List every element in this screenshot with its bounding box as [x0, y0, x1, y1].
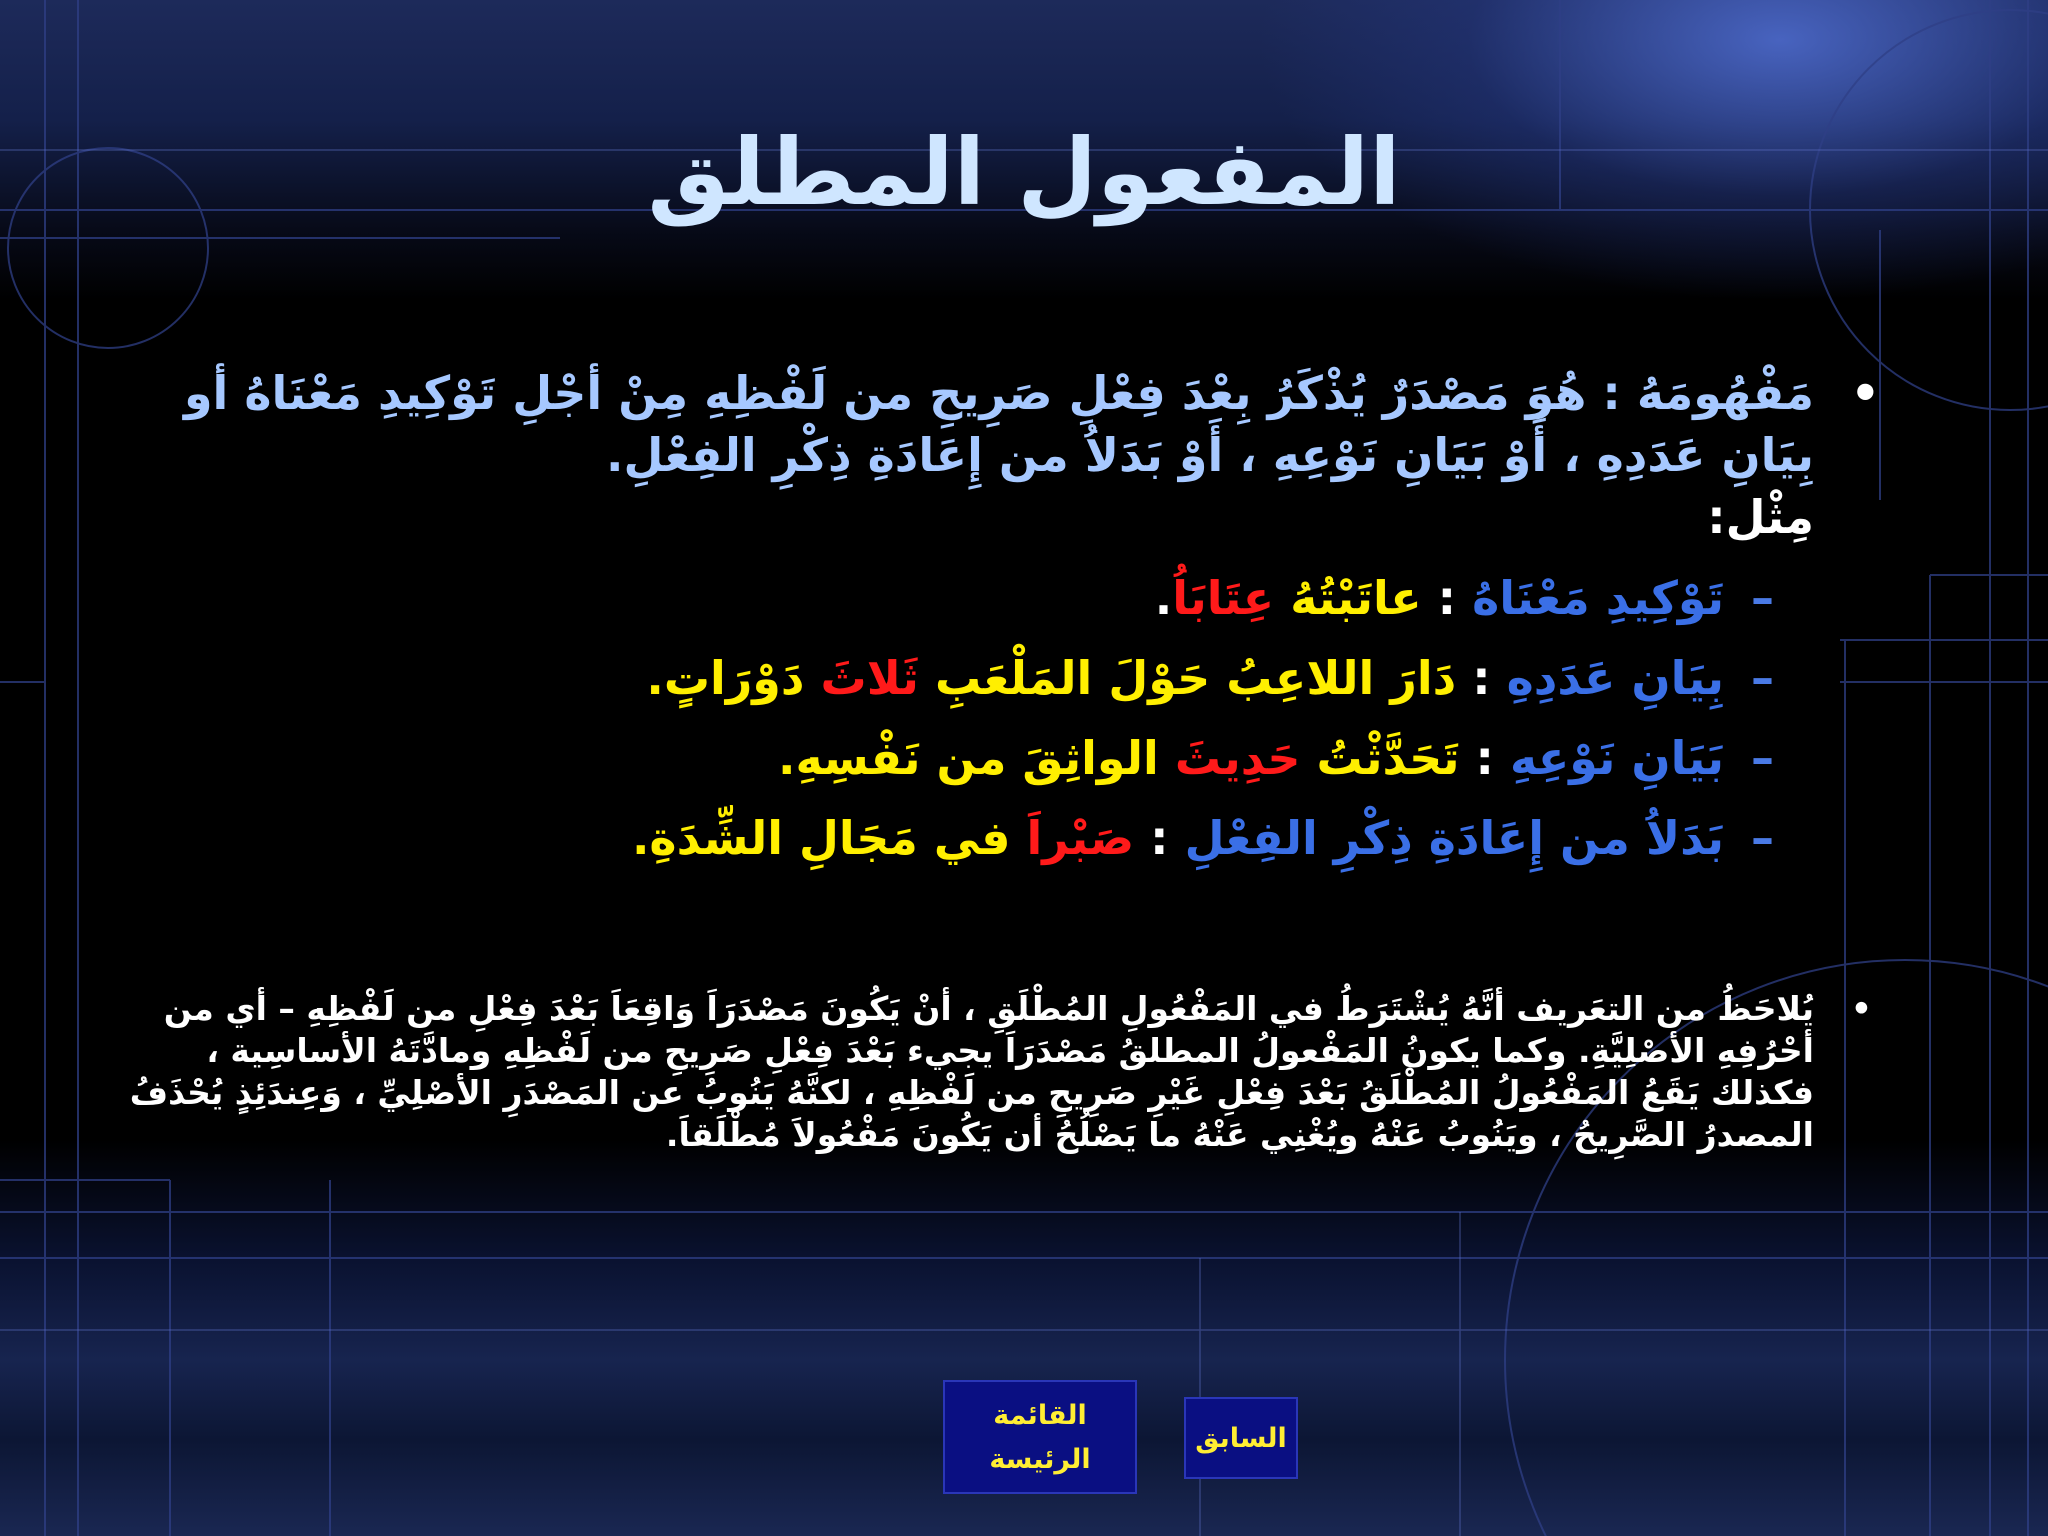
example-text: في مَجَالِ الشِّدَةِ. — [631, 811, 1027, 865]
example-text: . — [1154, 571, 1173, 625]
note-text: يُلاحَظُ من التعَريف أنَّهُ يُشْتَرَطُ في المَفْعُولِ المُطْلَقِ ، أنْ يَكُونَ مَصْدَرَاَ وَاقِعَاَ بَعْدَ فِعْلِ من لَفْظِهِ – أي من أحْرُفِهِ الأصْلِيَّةِ. وكما يكونُ المَفْعولُ المطلقُ مَصْدَرَاَ يجيء بَعْدَ فِعْلِ صَرِيحِ من لَفْظِهِ ومادَّتَهُ الأساسِية ، فكذلك يَقَعُ المَفْعُولُ المُطْلَقُ بَعْدَ فِعْلِ غَيْرِ صَرِيحِ من لَفْظِهِ ، لكنَّهُ يَنُوبُ عن المَصْدَرِ الأصْلِيِّ ، وَعِندَئِذٍ يُحْذَفُ المصدرُ الصَّرِيحُ ، ويَنُوبُ عَنْهُ ويُغْنِي عَنْهُ ما يَصْلُحُ أن يَكُونَ مَفْعُولاَ مُطْلَقاَ. — [129, 989, 1814, 1154]
example-item — [174, 558, 1774, 638]
example-text: عاتَبْتُهُ — [1274, 571, 1422, 625]
example-label: بَيَانِ نَوْعِهِ — [1509, 731, 1724, 785]
example-separator: : — [1134, 811, 1185, 865]
example-label: تَوْكِيدِ مَعْنَاهُ — [1472, 571, 1724, 625]
example-item — [174, 798, 1774, 878]
example-item — [174, 718, 1774, 798]
example-heading: مِثْل: — [1707, 490, 1814, 544]
bullet-icon: • — [1850, 989, 1872, 1028]
slide-title: المفعول المطلق — [647, 119, 1401, 226]
dash-icon: – — [1751, 811, 1774, 865]
dash-icon: – — [1751, 571, 1774, 625]
example-separator: : — [1459, 731, 1510, 785]
main-menu-label-line1: القائمة — [993, 1400, 1087, 1431]
example-text: دَوْرَاتٍ. — [646, 651, 821, 705]
main-menu-label-line2: الرئيسة — [989, 1444, 1091, 1475]
examples-list — [174, 558, 1814, 878]
dash-icon: – — [1751, 651, 1774, 705]
previous-button[interactable]: السابق — [1184, 1397, 1298, 1479]
example-text: دَارَ اللاعِبُ حَوْلَ المَلْعَبِ — [918, 651, 1457, 705]
definition-text: مَفْهُومَهُ : هُوَ مَصْدَرٌ يُذْكَرُ بِعْدَ فِعْلِ صَرِيحِ من لَفْظِهِ مِنْ أجْلِ تَوْكِيدِ مَعْنَاهُ أو بِيَانِ عَدَدِهِ ، أَوْ بَيَانِ نَوْعِهِ ، أَوْ بَدَلاُ من إِعَادَةِ ذِكْرِ الفِعْلِ. — [183, 366, 1814, 482]
example-highlight: حَدِيثَ — [1174, 731, 1301, 785]
example-highlight: صَبْراَ — [1026, 811, 1135, 865]
bullet-icon: • — [1850, 366, 1880, 420]
main-menu-button[interactable] — [943, 1380, 1137, 1494]
example-separator: : — [1421, 571, 1473, 625]
example-highlight: ثَلاثَ — [820, 651, 919, 705]
example-text: الواثِقَ من نَفْسِهِ. — [777, 731, 1175, 785]
definition-bullet — [174, 362, 1880, 486]
example-separator: : — [1456, 651, 1507, 705]
example-highlight: عِتَابَاُ — [1172, 571, 1275, 625]
example-text: تَحَدَّثْتُ — [1300, 731, 1460, 785]
content-area — [174, 362, 1880, 878]
dash-icon: – — [1751, 731, 1774, 785]
example-label: بَدَلاُ من إِعَادَةِ ذِكْرِ الفِعْلِ — [1184, 811, 1724, 865]
example-label: بِيَانِ عَدَدِهِ — [1506, 651, 1724, 705]
example-item — [174, 638, 1774, 718]
note-bullet — [114, 988, 1872, 1156]
